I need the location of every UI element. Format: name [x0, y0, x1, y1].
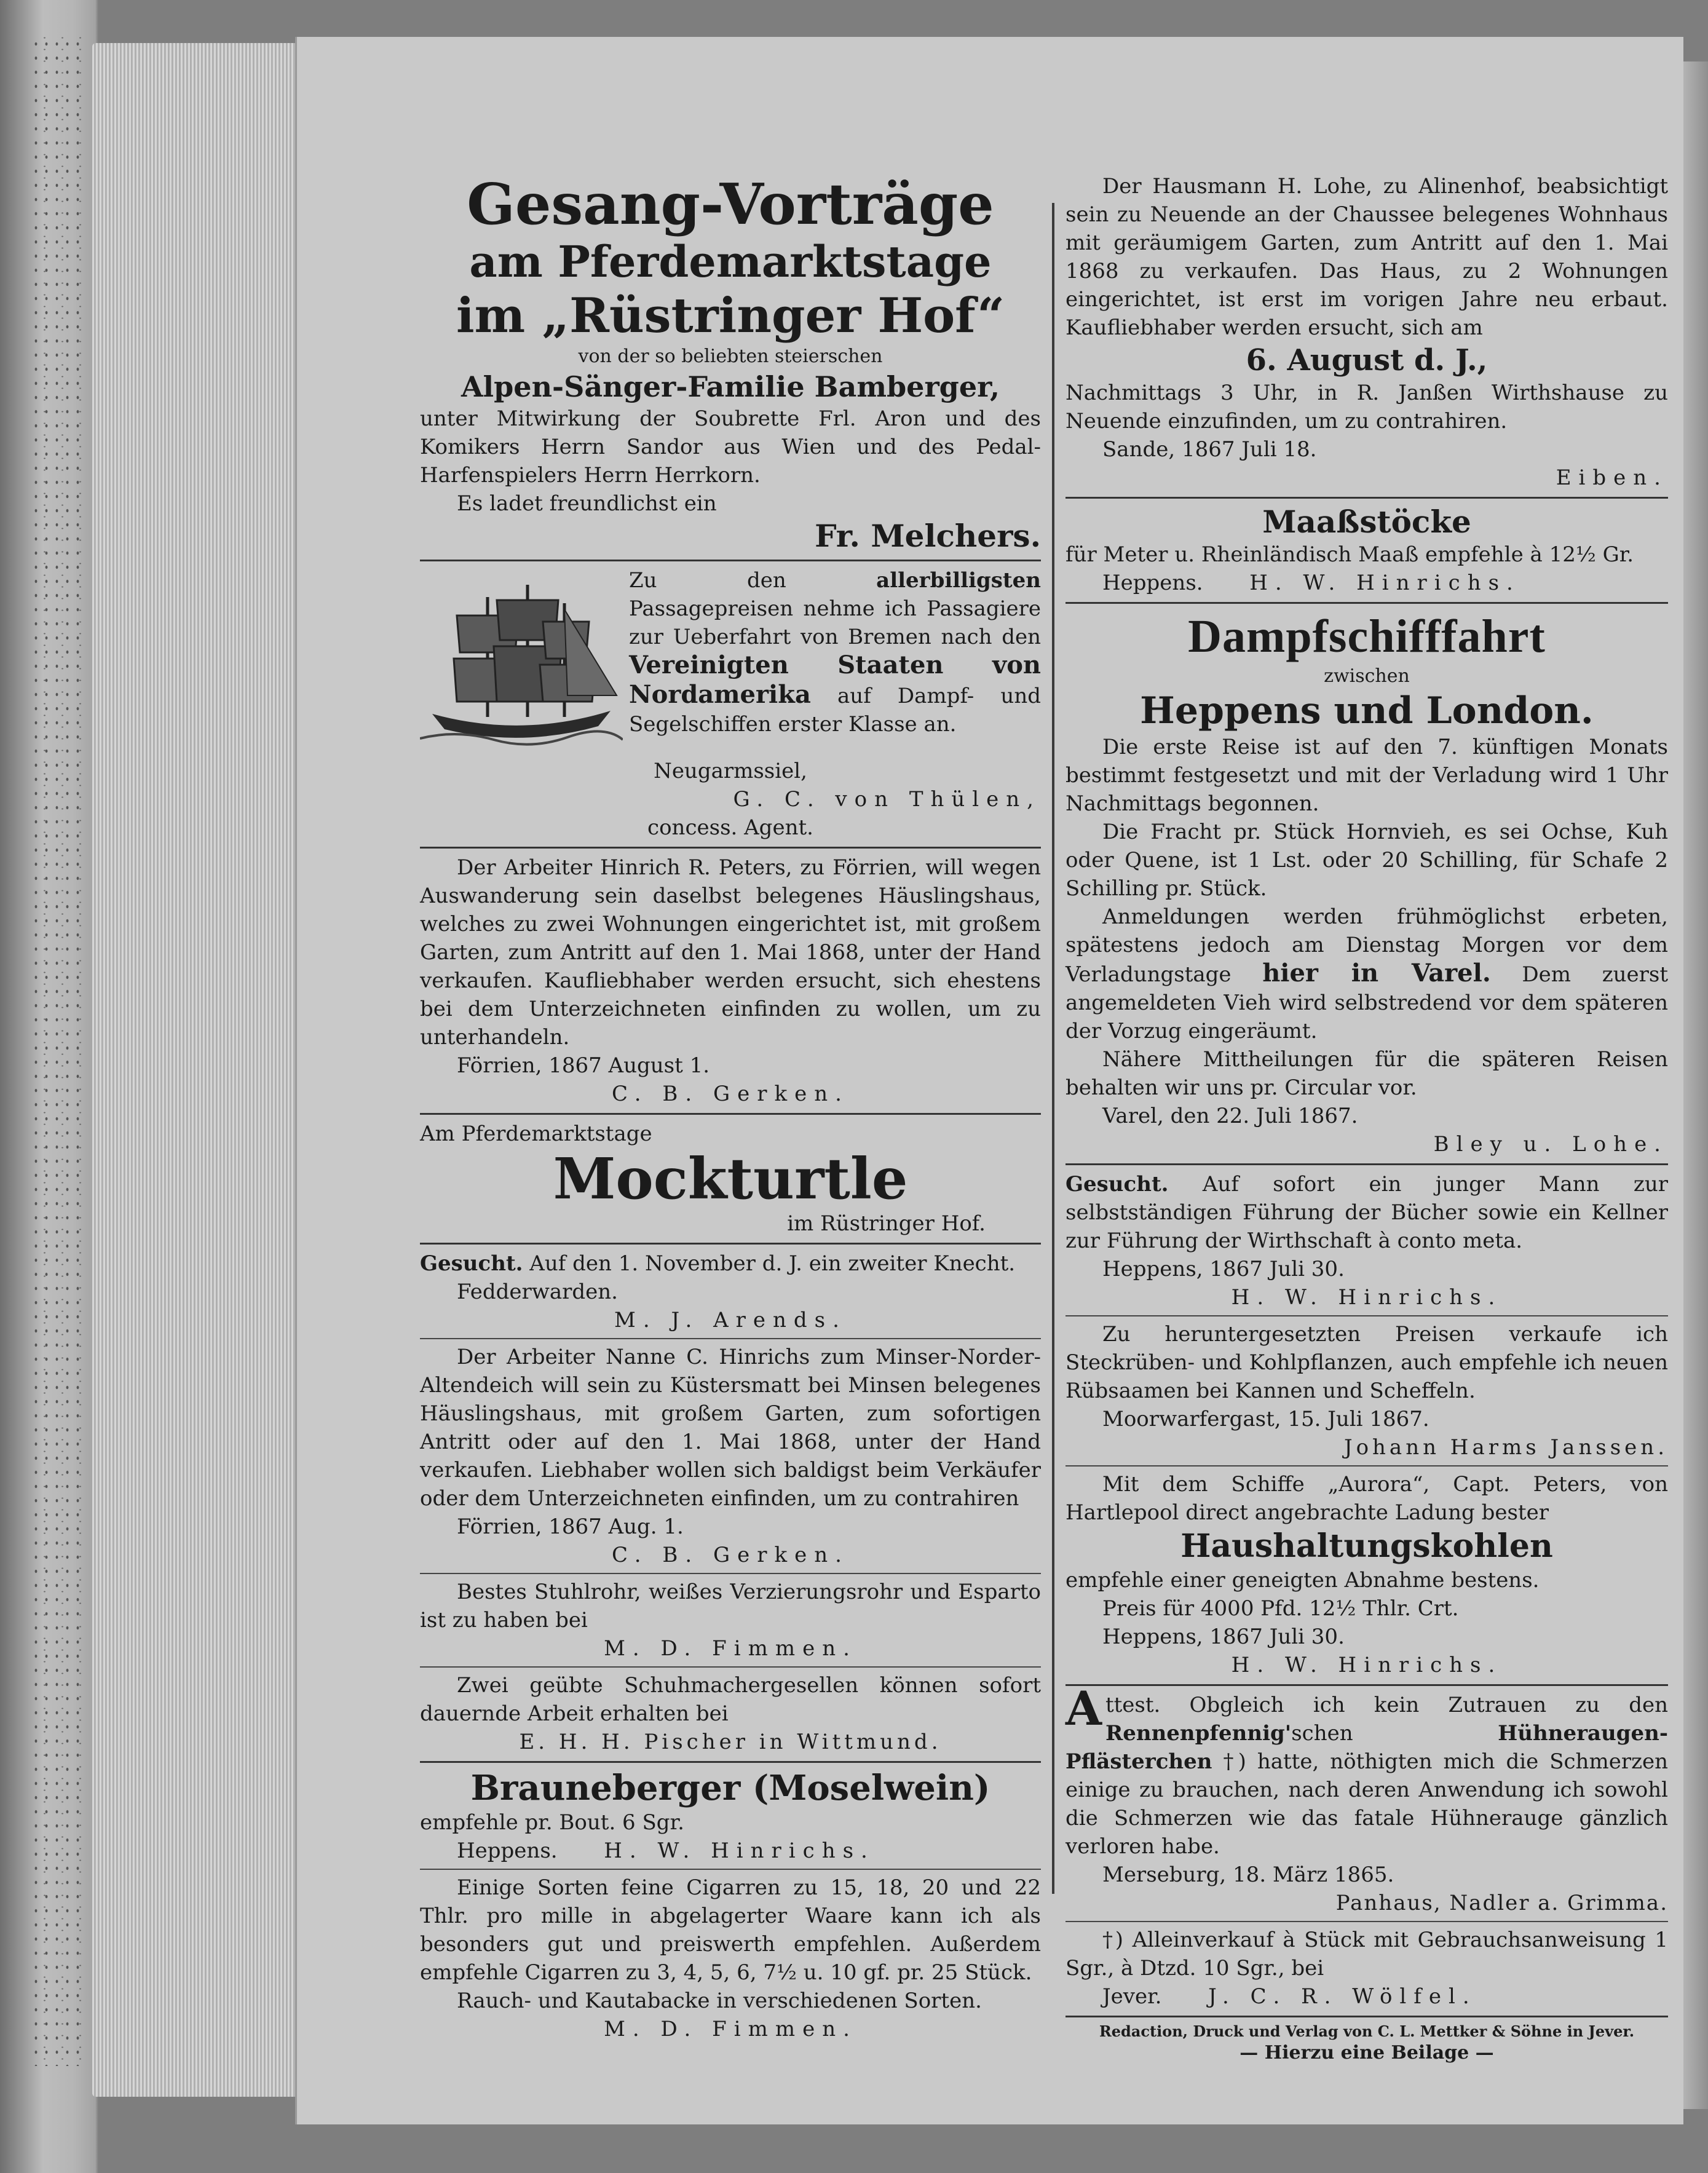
- separator: [420, 847, 1041, 849]
- kohlen-date: Heppens, 1867 Juli 30.: [1102, 1625, 1345, 1649]
- peters-text: Der Arbeiter Hinrich R. Peters, zu Förrien, will wegen Auswanderung sein daselbst belegenes Häuslingshaus, welches zu zwei Wohnungen eingerichtet ist, mit großem Garten, zum Antritt auf den 1. Mai 1868, unter der Hand verkaufen. Kaufliebhaber werden ersucht, sich ehestens bei dem Unterzeichneten einfinden zu wollen, um zu unterhandeln.: [420, 855, 1041, 1050]
- separator: [1066, 1684, 1668, 1686]
- gesang-title: Gesang-Vorträge: [467, 171, 994, 237]
- passage-place: Neugarmssiel,: [654, 759, 807, 783]
- gesucht2-date: Heppens, 1867 Juli 30.: [1102, 1257, 1345, 1281]
- separator: [1066, 2016, 1668, 2017]
- ad-lohe: [1066, 172, 1668, 492]
- ad-dampfschifffahrt: [1066, 609, 1668, 1158]
- kohlen-title: Haushaltungskohlen: [1180, 1527, 1553, 1565]
- lohe-text: Der Hausmann H. Lohe, zu Alinenhof, beabsichtigt sein zu Neuende an der Chaussee belegenes Wohnhaus mit geräumigem Garten, zum Antritt auf den 1. Mai 1868 zu verkaufen. Das Haus, zu 2 Wohnungen eingerichtet, ist erst im vorigen Jahre neu erbaut. Kaufliebhaber werden ersucht, sich am: [1066, 174, 1668, 340]
- dampf-route: Heppens und London.: [1140, 689, 1594, 732]
- ad-kohlen: [1066, 1470, 1668, 1679]
- separator: [420, 1243, 1041, 1245]
- gesucht2-name: H. W. Hinrichs.: [1231, 1285, 1503, 1310]
- ad-maassstoecke: [1066, 504, 1668, 597]
- separator: [420, 1666, 1041, 1668]
- separator: [420, 1869, 1041, 1870]
- woelfel-sig: Jever. J. C. R. Wölfel.: [1102, 1984, 1477, 2009]
- gesucht1-name: M. J. Arends.: [614, 1308, 847, 1332]
- book-spine-texture: [31, 37, 86, 2066]
- maass-sig: Heppens. H. W. Hinrichs.: [1102, 571, 1520, 595]
- nanne-date: Förrien, 1867 Aug. 1.: [457, 1514, 684, 1539]
- separator: [1066, 497, 1668, 499]
- ad-passage: [420, 566, 1041, 842]
- imprint: Redaction, Druck und Verlag von C. L. Mettker & Söhne in Jever.: [1099, 2022, 1635, 2040]
- mockturtle-place: im Rüstringer Hof.: [787, 1211, 986, 1236]
- left-column: [420, 172, 1041, 2043]
- newspaper-page: [295, 37, 1683, 2124]
- steck-name: Johann Harms Janssen.: [1343, 1435, 1668, 1460]
- gesang-invite: Es ladet freundlichst ein: [457, 491, 717, 516]
- peters-date: Förrien, 1867 August 1.: [457, 1053, 710, 1078]
- peters-name: C. B. Gerken.: [612, 1082, 849, 1106]
- mockturtle-title: Mockturtle: [553, 1146, 908, 1212]
- maass-text: für Meter u. Rheinländisch Maaß empfehle à 12½ Gr.: [1066, 542, 1634, 567]
- kohlen-text2: empfehle einer geneigten Abnahme bestens.: [1066, 1568, 1540, 1593]
- page-edges: [92, 43, 304, 2097]
- dampf-p2: Die Fracht pr. Stück Hornvieh, es sei Ochse, Kuh oder Quene, ist 1 Lst. oder 20 Schilling, für Schafe 2 Schilling pr. Stück.: [1066, 820, 1668, 901]
- lohe-date: Sande, 1867 Juli 18.: [1102, 437, 1317, 462]
- separator: [420, 1761, 1041, 1763]
- brauneberger-sig: Heppens. H. W. Hinrichs.: [457, 1839, 875, 1863]
- separator: [1066, 1465, 1668, 1466]
- stuhlrohr-name: M. D. Fimmen.: [604, 1636, 857, 1661]
- dampf-p4: Nähere Mittheilungen für die späteren Reisen behalten wir uns pr. Circular vor.: [1066, 1047, 1668, 1100]
- nanne-text: Der Arbeiter Nanne C. Hinrichs zum Minser-Norder-Altendeich will sein zu Küstersmatt bei Minsen belegenes Häuslingshaus, mit großem Garten, zum sofortigen Antritt oder auf den 1. Mai 1868, unter der Hand verkaufen. Liebhaber wollen sich baldigst beim Verkäufer oder dem Unterzeichneten einfinden, um zu contrahiren: [420, 1345, 1041, 1511]
- separator: [1066, 1315, 1668, 1316]
- schuhmacher-name: E. H. H. Pischer in Wittmund.: [519, 1730, 942, 1754]
- ad-peters: [420, 853, 1041, 1108]
- separator: [420, 1573, 1041, 1574]
- ad-steckrueben: [1066, 1320, 1668, 1462]
- passage-role: concess. Agent.: [647, 815, 813, 840]
- right-column: [1066, 172, 1668, 2065]
- dampf-name: Bley u. Lohe.: [1433, 1132, 1668, 1157]
- attest-name: Panhaus, Nadler a. Grimma.: [1335, 1891, 1668, 1915]
- woelfel-text: †) Alleinverkauf à Stück mit Gebrauchsanweisung 1 Sgr., à Dtzd. 10 Sgr., bei: [1066, 1928, 1668, 1981]
- ad-brauneberger: [420, 1768, 1041, 1865]
- attest-text: Attest. Obgleich ich kein Zutrauen zu den Rennenpfennig'schen Hühneraugen-Pflästerchen †) hatte, nöthigten mich die Schmerzen einige zu brauchen, nach deren Anwendung ich sowohl die Schmerzen wie das fatale Hühnerauge gänzlich verloren habe.: [1066, 1681, 1668, 1859]
- dampf-p3: Anmeldungen werden frühmöglichst erbeten, spätestens jedoch am Dienstag Morgen vor dem Verladungstage hier in Varel. Dem zuerst angemeldeten Vieh wird selbstredend vor dem späteren der Vorzug eingeräumt.: [1066, 904, 1668, 1043]
- passage-text: Zu den allerbilligsten Passagepreisen nehme ich Passagiere zur Ueberfahrt von Bremen nach den Vereinigten Staaten von Nordamerika auf Dampf- und Segelschiffen erster Klasse an.: [629, 568, 1041, 737]
- attest-date: Merseburg, 18. März 1865.: [1102, 1862, 1394, 1887]
- beilage-note: — Hierzu eine Beilage —: [1239, 2042, 1494, 2064]
- ad-cigarren: [420, 1874, 1041, 2043]
- gesang-text: unter Mitwirkung der Soubrette Frl. Aron und des Komikers Herrn Sandor aus Wien und des Pedal-Harfenspielers Herrn Herrkorn.: [420, 406, 1041, 488]
- gesucht1-text: Gesucht. Auf den 1. November d. J. ein zweiter Knecht.: [420, 1251, 1016, 1276]
- gesang-signature: Fr. Melchers.: [815, 518, 1041, 554]
- lohe-text2: Nachmittags 3 Uhr, in R. Janßen Wirthshause zu Neuende einzufinden, um zu contrahiren.: [1066, 381, 1668, 433]
- lohe-name: Eiben.: [1556, 465, 1668, 490]
- column-divider: [1052, 203, 1054, 1894]
- kohlen-name: H. W. Hinrichs.: [1231, 1653, 1503, 1677]
- passage-name: G. C. von Thülen,: [733, 787, 1041, 812]
- kohlen-price: Preis für 4000 Pfd. 12½ Thlr. Crt.: [1102, 1596, 1459, 1621]
- mockturtle-line1: Am Pferdemarktstage: [420, 1122, 652, 1146]
- ad-mockturtle: [420, 1120, 1041, 1238]
- sailing-ship-icon: [420, 572, 623, 757]
- ad-gesang: [420, 172, 1041, 555]
- steck-date: Moorwarfergast, 15. Juli 1867.: [1102, 1407, 1429, 1431]
- ad-woelfel: [1066, 1926, 1668, 2011]
- dampf-p1: Die erste Reise ist auf den 7. künftigen Monats bestimmt festgesetzt und mit der Verladung wird 1 Uhr Nachmittags begonnen.: [1066, 735, 1668, 816]
- cigarren-text2: Rauch- und Kautabacke in verschiedenen Sorten.: [457, 1989, 982, 2013]
- lohe-date-big: 6. August d. J.,: [1246, 343, 1488, 378]
- nanne-name: C. B. Gerken.: [612, 1543, 849, 1567]
- ad-gesucht-kellner: [1066, 1170, 1668, 1312]
- gesucht1-place: Fedderwarden.: [457, 1280, 618, 1304]
- separator: [420, 560, 1041, 561]
- separator: [420, 1113, 1041, 1115]
- kohlen-text: Mit dem Schiffe „Aurora“, Capt. Peters, von Hartlepool direct angebrachte Ladung bester: [1066, 1472, 1668, 1525]
- dampf-title: Dampfschifffahrt: [1188, 611, 1546, 662]
- separator: [1066, 1163, 1668, 1165]
- gesucht2-text: Gesucht. Auf sofort ein junger Mann zur selbstständigen Führung der Bücher sowie ein Kellner zur Führung der Wirthschaft à conto meta.: [1066, 1172, 1668, 1253]
- ad-hinrichs-nanne: [420, 1343, 1041, 1569]
- ad-stuhlrohr: [420, 1578, 1041, 1663]
- separator: [1066, 1921, 1668, 1922]
- schuhmacher-text: Zwei geübte Schuhmachergesellen können sofort dauernde Arbeit erhalten bei: [420, 1673, 1041, 1726]
- brauneberger-title: Brauneberger (Moselwein): [470, 1768, 990, 1808]
- brauneberger-text: empfehle pr. Bout. 6 Sgr.: [420, 1810, 684, 1835]
- ad-schuhmacher: [420, 1671, 1041, 1756]
- ad-attest: [1066, 1681, 1668, 1917]
- stuhlrohr-text: Bestes Stuhlrohr, weißes Verzierungsrohr und Esparto ist zu haben bei: [420, 1580, 1041, 1633]
- ad-gesucht-knecht: [420, 1249, 1041, 1334]
- gesang-family: Alpen-Sänger-Familie Bamberger,: [461, 370, 1000, 403]
- gesang-subtitle: am Pferdemarktstage: [469, 236, 992, 287]
- dampf-between: zwischen: [1324, 665, 1410, 687]
- steck-text: Zu heruntergesetzten Preisen verkaufe ich Steckrüben- und Kohlpflanzen, auch empfehle ich neuen Rübsaamen bei Kannen und Scheffeln.: [1066, 1322, 1668, 1403]
- separator: [1066, 602, 1668, 604]
- separator: [420, 1338, 1041, 1339]
- dampf-date: Varel, den 22. Juli 1867.: [1102, 1104, 1358, 1128]
- maass-title: Maaßstöcke: [1262, 504, 1471, 540]
- gesang-line1: von der so beliebten steierschen: [578, 346, 883, 367]
- gesang-venue: im „Rüstringer Hof“: [456, 288, 1005, 344]
- cigarren-text: Einige Sorten feine Cigarren zu 15, 18, 20 und 22 Thlr. pro mille in abgelagerter Waare kann ich als besonders gut und preiswerth empfehlen. Außerdem empfehle Cigarren zu 3, 4, 5, 6, 7½ u. 10 gf. pr. 25 Stück.: [420, 1875, 1041, 1985]
- cigarren-name: M. D. Fimmen.: [604, 2017, 857, 2041]
